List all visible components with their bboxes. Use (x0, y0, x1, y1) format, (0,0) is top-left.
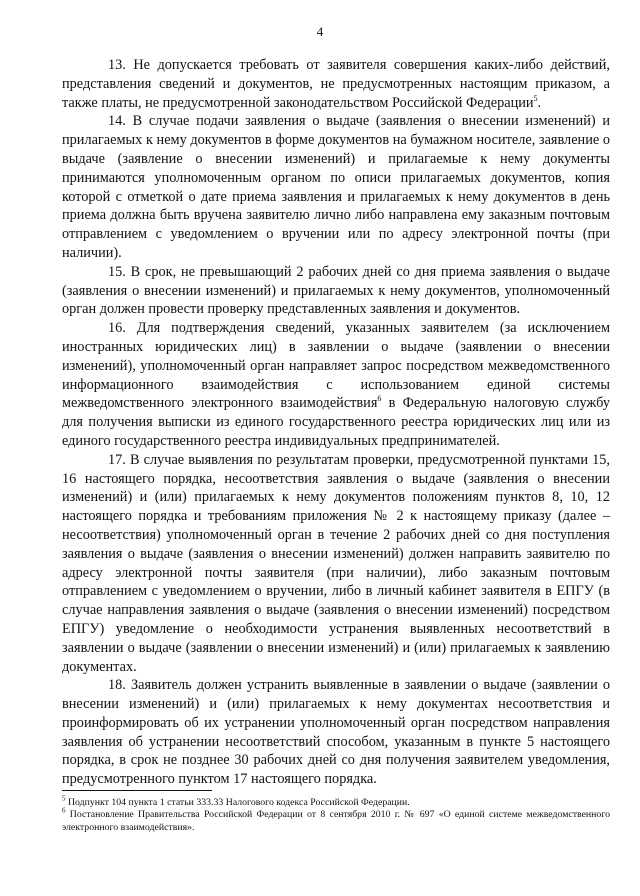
paragraph-13: 13. Не допускается требовать от заявителя совершения каких-либо действий, представления сведений и документов, не предусмотренных настоящим приказом, а также платы, не предусмотренной законодательством Российской Федерации$^5$. (62, 57, 610, 111)
footnote-divider (62, 790, 212, 791)
footnote-6: $^6$ Постановление Правительства Российской Федерации от 8 сентября 2010 г. № 697 «О единой системе межведомственного электронного взаимодействия». (62, 807, 610, 833)
footnote-ref-6: 6 (377, 394, 382, 404)
paragraph-14: 14. В случае подачи заявления о выдаче (заявления о внесении изменений) и прилагаемых к нему документов в форме документов на бумажном носителе, заявление о выдаче (заявление о внесении изменений) и прилагаемые к нему документы принимаются уполномоченным органом по описи прилагаемых документов, копия которой с отметкой о дате приема заявления и прилагаемых к нему документов в день приема должна быть вручена заявителю лично либо направлена ему заказным почтовым отправлением с уведомлением о вручении или по адресу электронной почты (при наличии). (62, 113, 610, 261)
paragraph-15: 15. В срок, не превышающий 2 рабочих дней со дня приема заявления о выдаче (заявления о внесении изменений) и прилагаемых к нему документов, уполномоченный орган должен провести проверку представленных заявления и документов. (62, 263, 610, 318)
page-number: 4 (316, 24, 324, 39)
footnote-ref-5: 5 (533, 93, 538, 103)
document-body (62, 56, 610, 789)
paragraph-17: 17. В случае выявления по результатам проверки, предусмотренной пунктами 15, 16 настоящего порядка, несоответствия заявления о выдаче (заявления о внесении изменений) и (или) прилагаемых к нему документов положениям пунктов 8, 10, 12 настоящего порядка и требованиям приложения № 2 к настоящему приказу (далее – несоответствия) уполномоченный орган в течение 2 рабочих дней со дня поступления заявления о выдаче (заявления о внесении изменений) должен направить заявителю по адресу электронной почты заявителя (при наличии), либо заказным почтовым отправлением с уведомлением о вручении, либо в личный кабинет заявителя в ЕПГУ (в случае направления заявления о выдаче (заявления о внесении изменений) посредством ЕПГУ) уведомление о необходимости устранения выявленных несоответствий в заявлении о выдаче (заявлении о внесении изменений) и (или) прилагаемых к заявлению документах. (62, 451, 610, 675)
footnote-5: $^5$ Подпункт 104 пункта 1 статьи 333.33 Налогового кодекса Российской Федерации. (62, 794, 410, 808)
footnotes (62, 790, 610, 834)
paragraph-18: 18. Заявитель должен устранить выявленные в заявлении о выдаче (заявлении о внесении изменений) и (или) прилагаемых к нему документах несоответствия и проинформировать об их устранении уполномоченный орган посредством направления заявления об устранении несоответствий способом, указанным в пункте 5 настоящего порядка, в срок не позднее 30 рабочих дней со дня получения заявителем уведомления, предусмотренного пунктом 17 настоящего порядка. (62, 677, 610, 788)
paragraph-16: 16. Для подтверждения сведений, указанных заявителем (за исключением иностранных юридических лиц) в заявлении о выдаче (заявлении о внесении изменений), уполномоченный орган направляет запрос посредством межведомственного информационного взаимодействия с использованием единой системы межведомственного электронного взаимодействия$^6$ в Федеральную налоговую службу для получения выписки из единого государственного реестра юридических лиц или из единого государственного реестра индивидуальных предпринимателей. (62, 320, 610, 449)
